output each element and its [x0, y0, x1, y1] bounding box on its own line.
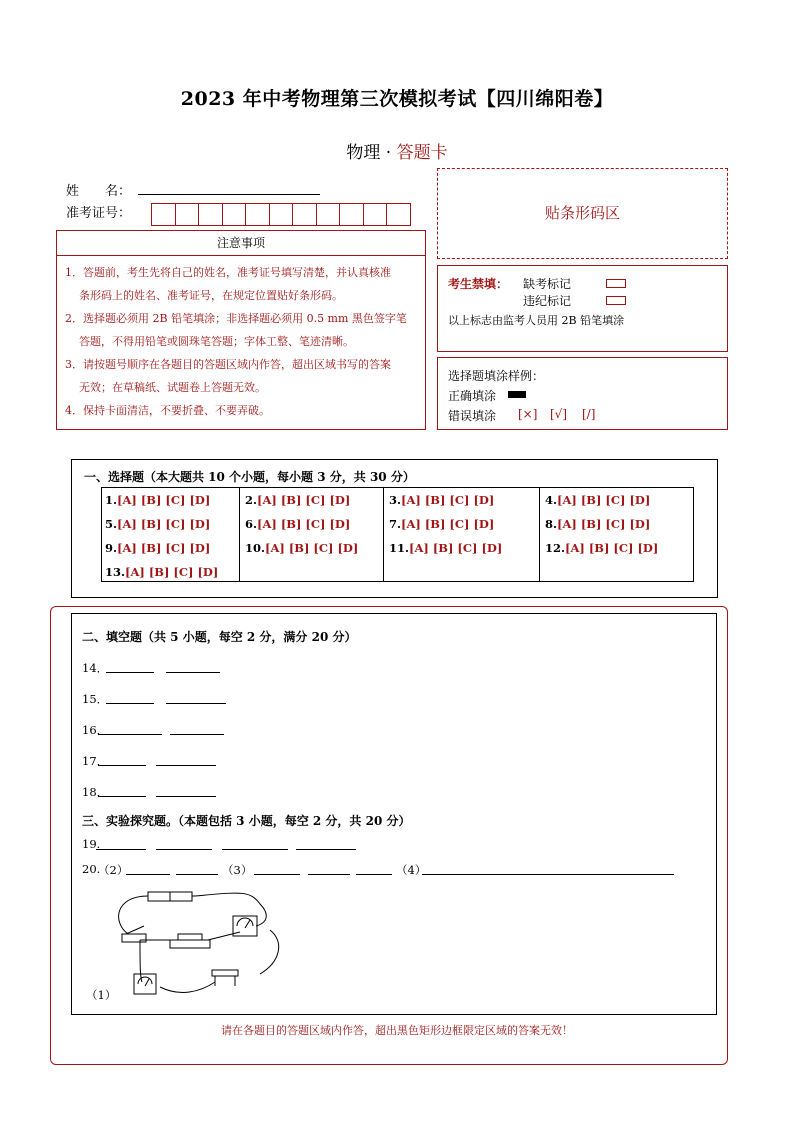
q17-blank-1[interactable] — [98, 765, 146, 766]
q19-blank-1[interactable] — [96, 849, 146, 850]
page-title: 2023 年中考物理第三次模拟考试【四川绵阳卷】 — [180, 88, 614, 110]
id-digit-box[interactable] — [292, 203, 317, 226]
choice-q9[interactable]: 9.[A] [B] [C] [D] — [105, 541, 211, 555]
correct-label: 正确填涂 — [448, 389, 497, 403]
q17-label: 17． — [82, 754, 109, 768]
choice-q6[interactable]: 6.[A] [B] [C] [D] — [245, 517, 351, 531]
wrong-sample-1: [×] — [518, 407, 538, 421]
wrong-sample-3: [/] — [582, 407, 596, 421]
ban-label: 考生禁填： — [448, 277, 509, 291]
choice-q2[interactable]: 2.[A] [B] [C] [D] — [245, 493, 351, 507]
q19-label: 19. — [82, 837, 101, 851]
q14-label: 14． — [82, 661, 109, 675]
barcode-area: 贴条形码区 — [437, 168, 728, 259]
note-line: 4．保持卡面清洁，不要折叠、不要弄破。 — [65, 404, 270, 417]
q19-blank-4[interactable] — [296, 849, 356, 850]
name-label: 姓 名： — [66, 184, 132, 199]
ban-note: 以上标志由监考人员用 2B 铅笔填涂 — [448, 314, 625, 327]
q19-blank-3[interactable] — [222, 849, 288, 850]
q16-blank-1[interactable] — [98, 734, 162, 735]
wrong-label: 错误填涂 — [448, 409, 497, 423]
q17-blank-2[interactable] — [156, 765, 216, 766]
absent-mark-box[interactable] — [606, 279, 626, 288]
id-digit-box[interactable] — [222, 203, 247, 226]
choice-q10[interactable]: 10.[A] [B] [C] [D] — [245, 541, 359, 555]
id-digit-box[interactable] — [151, 203, 176, 226]
choice-q12[interactable]: 12.[A] [B] [C] [D] — [545, 541, 659, 555]
correct-fill-sample — [508, 391, 526, 398]
answer-card-label: 答题卡 — [396, 143, 448, 163]
absent-label: 缺考标记 — [523, 277, 572, 291]
choice-q7[interactable]: 7.[A] [B] [C] [D] — [389, 517, 495, 531]
subject: 物理 — [346, 143, 381, 163]
notes-panel — [56, 230, 426, 430]
choice-q13[interactable]: 13.[A] [B] [C] [D] — [105, 565, 219, 579]
q20-part1-label: （1） — [86, 988, 117, 1002]
q20-part2-label: （2） — [98, 863, 129, 877]
id-label: 准考证号： — [66, 206, 132, 221]
note-line: 无效；在草稿纸、试题卷上答题无效。 — [79, 381, 266, 394]
answer-area — [71, 613, 717, 1015]
proctor-panel — [437, 265, 728, 352]
footer-warning: 请在各题目的答题区域内作答，超出黑色矩形边框限定区域的答案无效！ — [221, 1024, 573, 1037]
id-digit-box[interactable] — [269, 203, 294, 226]
note-line: 答题，不得用铅笔或圆珠笔答题；字体工整、笔迹清晰。 — [79, 335, 354, 348]
subtitle-dot: · — [385, 143, 392, 163]
q20-3-blank-3[interactable] — [356, 874, 392, 875]
choice-q3[interactable]: 3.[A] [B] [C] [D] — [389, 493, 495, 507]
note-line: 2．选择题必须用 2B 铅笔填涂；非选择题必须用 0.5 mm 黑色签字笔 — [65, 312, 407, 325]
exp-heading: 三、实验探究题。（本题包括 3 小题，每空 2 分，共 20 分） — [82, 814, 411, 828]
q20-3-blank-1[interactable] — [254, 874, 300, 875]
circuit-diagram — [100, 882, 290, 1002]
id-digit-box[interactable] — [386, 203, 411, 226]
subtitle — [0, 138, 794, 163]
id-digit-box[interactable] — [198, 203, 223, 226]
resistor-icon — [212, 970, 238, 976]
q16-label: 16． — [82, 723, 109, 737]
q20-label: 20. — [82, 862, 101, 876]
id-digit-box[interactable] — [339, 203, 364, 226]
q15-blank-2[interactable] — [166, 703, 226, 704]
q19-blank-2[interactable] — [156, 849, 212, 850]
q20-4-blank[interactable] — [422, 874, 674, 875]
id-digit-box[interactable] — [363, 203, 388, 226]
battery-cell-icon — [148, 892, 170, 901]
notes-heading: 注意事项 — [57, 231, 425, 256]
choice-q4[interactable]: 4.[A] [B] [C] [D] — [545, 493, 651, 507]
fill-heading: 二、填空题（共 5 小题，每空 2 分，满分 20 分） — [82, 630, 357, 644]
note-line: 3．请按题号顺序在各题目的答题区域内作答，超出区域书写的答案 — [65, 358, 391, 371]
choice-section — [71, 459, 718, 598]
exam-id-boxes[interactable] — [151, 203, 410, 226]
note-line: 1．答题前，考生先将自己的姓名，准考证号填写清楚，并认真核准 — [65, 266, 391, 279]
note-line: 条形码上的姓名、准考证号，在规定位置贴好条形码。 — [79, 289, 343, 302]
q20-3-blank-2[interactable] — [308, 874, 350, 875]
fill-sample-panel — [437, 357, 728, 430]
q14-blank-2[interactable] — [166, 672, 220, 673]
q20-2-blank-1[interactable] — [126, 874, 170, 875]
q20-part3-label: （3） — [222, 863, 253, 877]
id-digit-box[interactable] — [245, 203, 270, 226]
id-digit-box[interactable] — [175, 203, 200, 226]
wrong-sample-2: [√] — [550, 407, 568, 421]
q15-label: 15． — [82, 692, 109, 706]
name-field[interactable] — [138, 194, 320, 195]
id-digit-box[interactable] — [316, 203, 341, 226]
violation-mark-box[interactable] — [606, 296, 626, 305]
choice-grid — [101, 487, 694, 582]
q18-label: 18． — [82, 785, 109, 799]
choice-q11[interactable]: 11.[A] [B] [C] [D] — [389, 541, 503, 555]
rheostat-icon — [170, 940, 210, 948]
choice-q5[interactable]: 5.[A] [B] [C] [D] — [105, 517, 211, 531]
sample-title: 选择题填涂样例： — [448, 369, 545, 383]
choice-q8[interactable]: 8.[A] [B] [C] [D] — [545, 517, 651, 531]
choice-q1[interactable]: 1.[A] [B] [C] [D] — [105, 493, 211, 507]
choice-heading: 一、选择题（本大题共 10 个小题，每小题 3 分，共 30 分） — [84, 470, 415, 484]
q15-blank-1[interactable] — [106, 703, 154, 704]
q14-blank-1[interactable] — [106, 672, 154, 673]
q20-part4-label: （4） — [396, 863, 427, 877]
q18-blank-2[interactable] — [156, 796, 216, 797]
switch-icon — [122, 934, 146, 942]
q18-blank-1[interactable] — [98, 796, 146, 797]
violation-label: 违纪标记 — [523, 294, 572, 308]
q16-blank-2[interactable] — [170, 734, 224, 735]
q20-2-blank-2[interactable] — [176, 874, 218, 875]
